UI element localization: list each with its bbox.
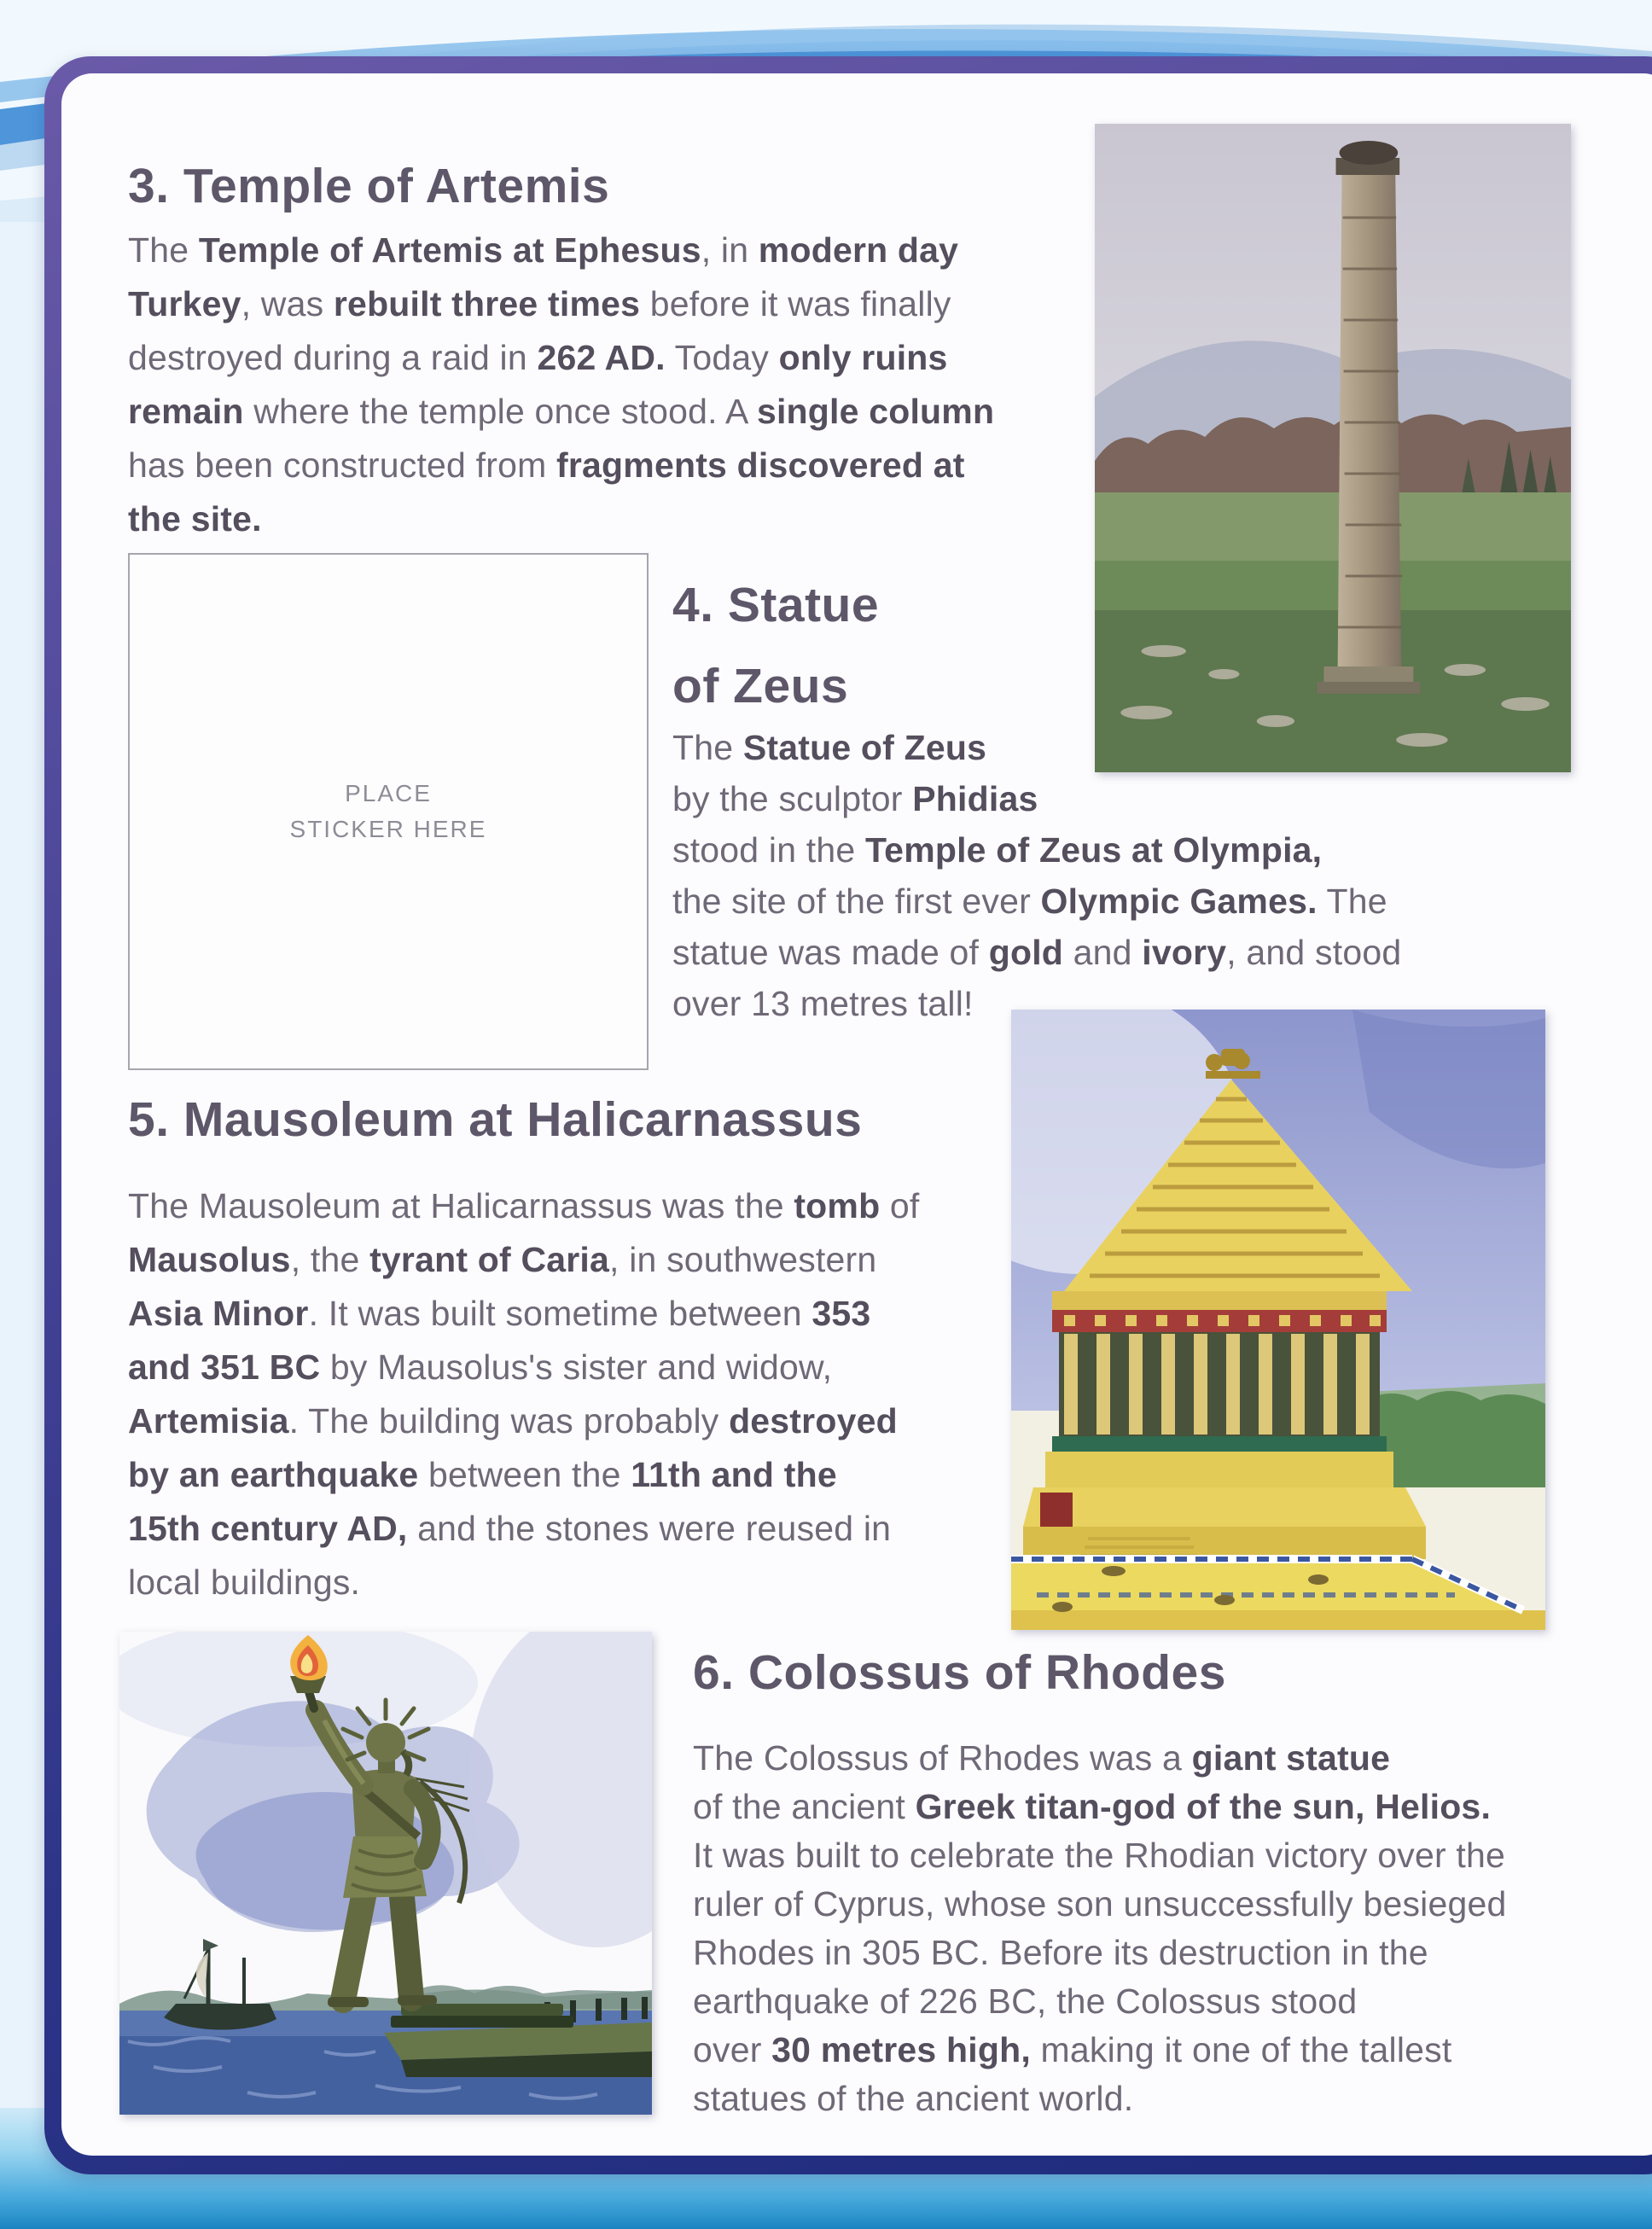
text-line: has been constructed from fragments discovered at xyxy=(128,445,965,485)
paragraph-mausoleum xyxy=(128,1179,920,1609)
section-heading-colossus: 6. Colossus of Rhodes xyxy=(693,1645,1226,1700)
text-line: remain where the temple once stood. A single column xyxy=(128,392,995,431)
text-line: and 351 BC by Mausolus's sister and widow, xyxy=(128,1347,833,1387)
text-line: ruler of Cyprus, whose son unsuccessfully besieged xyxy=(693,1884,1507,1923)
section-heading-mausoleum: 5. Mausoleum at Halicarnassus xyxy=(128,1092,863,1147)
text-line: the site of the first ever Olympic Games. The xyxy=(672,882,1387,921)
paragraph-zeus xyxy=(672,722,1401,1029)
text-line: statue was made of gold and ivory, and stood xyxy=(672,933,1402,972)
text-line: Artemisia. The building was probably destroyed xyxy=(128,1401,898,1440)
text-line: of the ancient Greek titan-god of the sun, Helios. xyxy=(693,1787,1492,1826)
text-line: The Mausoleum at Halicarnassus was the tomb of xyxy=(128,1186,920,1225)
text-line: The Colossus of Rhodes was a giant statue xyxy=(693,1738,1391,1778)
heading-line: of Zeus xyxy=(672,659,849,713)
paragraph-colossus xyxy=(693,1734,1506,2123)
text-line: the site. xyxy=(128,499,262,538)
section-heading-zeus xyxy=(672,565,879,727)
text-line: stood in the Temple of Zeus at Olympia, xyxy=(672,830,1323,870)
text-line: Turkey, was rebuilt three times before it was finally xyxy=(128,284,951,323)
heading-line: 4. Statue xyxy=(672,578,880,632)
place-sticker-box[interactable] xyxy=(128,553,649,1070)
text-line: 15th century AD, and the stones were reused in xyxy=(128,1509,892,1548)
text-line: Mausolus, the tyrant of Caria, in southwestern xyxy=(128,1240,877,1279)
text-line: Asia Minor. It was built sometime between 353 xyxy=(128,1294,871,1333)
sticker-label-line1: PLACE xyxy=(345,780,432,806)
text-line: statues of the ancient world. xyxy=(693,2079,1134,2118)
colossus-illustration xyxy=(119,1632,652,2115)
sticker-label-line2: STICKER HERE xyxy=(289,816,487,842)
text-line: Rhodes in 305 BC. Before its destruction in the xyxy=(693,1933,1428,1972)
text-line: by an earthquake between the 11th and the xyxy=(128,1455,837,1494)
text-line: destroyed during a raid in 262 AD. Today only ruins xyxy=(128,338,948,377)
artemis-column-photo xyxy=(1095,124,1571,772)
text-line: local buildings. xyxy=(128,1563,361,1602)
text-line: by the sculptor Phidias xyxy=(672,779,1038,818)
paragraph-artemis xyxy=(128,224,994,546)
section-heading-artemis: 3. Temple of Artemis xyxy=(128,159,610,213)
text-line: over 30 metres high, making it one of the tallest xyxy=(693,2030,1452,2069)
text-line: The Statue of Zeus xyxy=(672,728,987,767)
mausoleum-illustration xyxy=(1011,1010,1545,1630)
text-line: The Temple of Artemis at Ephesus, in modern day xyxy=(128,230,959,270)
text-line: It was built to celebrate the Rhodian victory over the xyxy=(693,1836,1506,1875)
text-line: earthquake of 226 BC, the Colossus stood xyxy=(693,1982,1358,2021)
text-line: over 13 metres tall! xyxy=(672,984,974,1023)
